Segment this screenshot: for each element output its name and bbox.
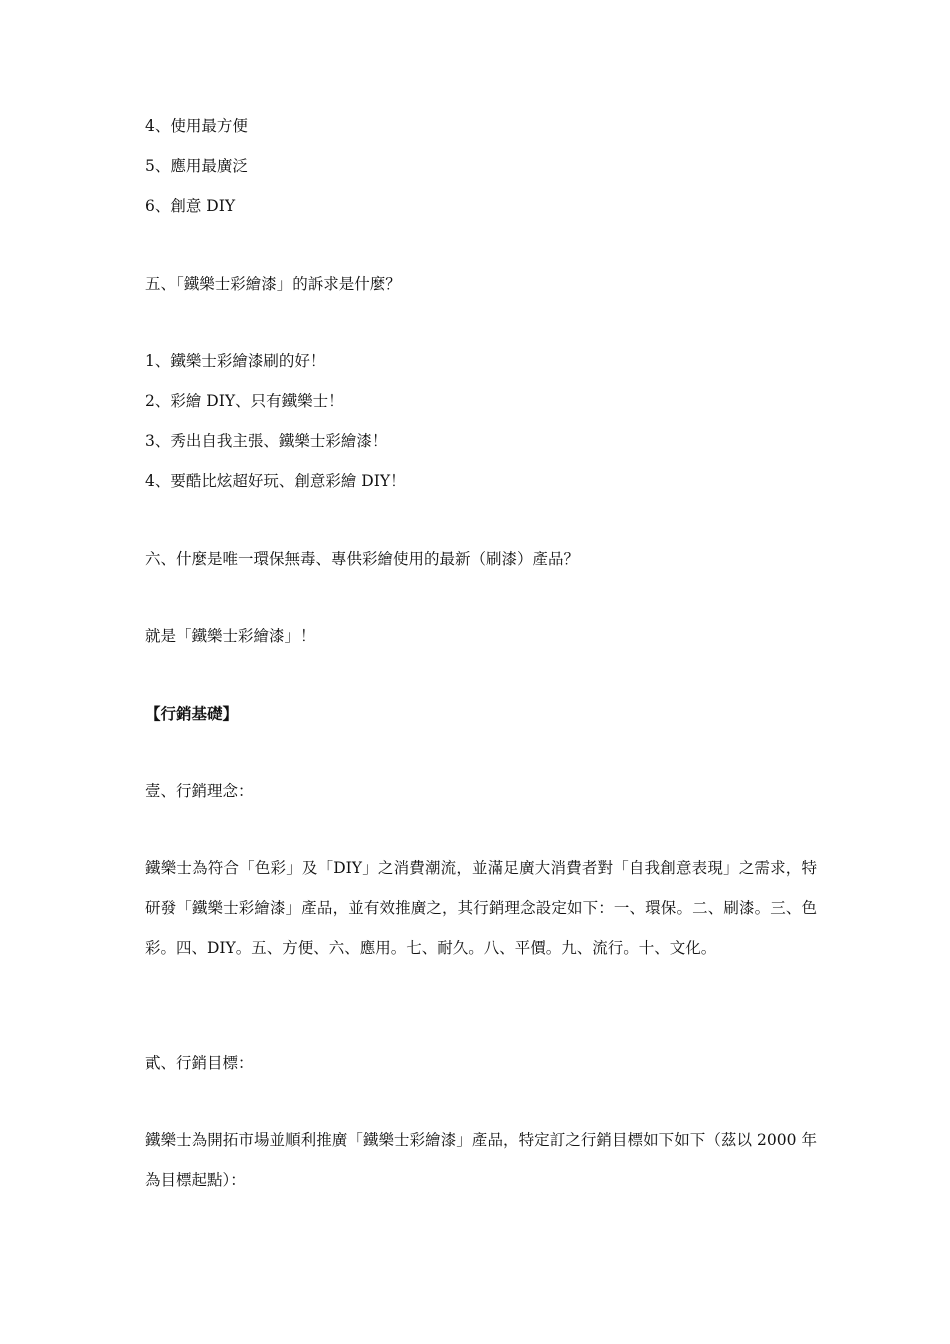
list-item: 1、鐵樂士彩繪漆刷的好！ xyxy=(145,352,326,370)
section-heading-6: 六、什麼是唯一環保無毒、專供彩繪使用的最新（刷漆）產品？ xyxy=(145,550,580,568)
marketing-heading: 【行銷基礎】 xyxy=(145,704,239,723)
part2-heading: 貳、行銷目標： xyxy=(145,1054,254,1072)
part2-body: 鐵樂士為開拓市場並順利推廣「鐵樂士彩繪漆」產品，特定訂之行銷目標如下如下（茲以 2000 年為目標起點）： xyxy=(145,1131,817,1189)
list-item: 2、彩繪 DIY、只有鐵樂士！ xyxy=(145,392,344,410)
list-item: 6、創意 DIY xyxy=(145,197,236,215)
section-answer: 就是「鐵樂士彩繪漆」！ xyxy=(145,627,316,645)
part1-heading: 壹、行銷理念： xyxy=(145,782,254,800)
list-item: 5、應用最廣泛 xyxy=(145,157,248,175)
list-item: 4、使用最方便 xyxy=(145,117,248,135)
section-heading-5: 五、「鐵樂士彩繪漆」的訴求是什麼？ xyxy=(145,275,401,293)
list-item: 3、秀出自我主張、鐵樂士彩繪漆！ xyxy=(145,432,388,450)
part1-body: 鐵樂士為符合「色彩」及「DIY」之消費潮流，並滿足廣大消費者對「自我創意表現」之需求，特研發「鐵樂士彩繪漆」產品，並有效推廣之，其行銷理念設定如下：一、環保。二、刷漆。三、色彩。四、DIY。五、方便、六、應用。七、耐久。八、平價。九、流行。十、文化。 xyxy=(145,859,817,957)
list-item: 4、要酷比炫超好玩、創意彩繪 DIY！ xyxy=(145,472,406,490)
